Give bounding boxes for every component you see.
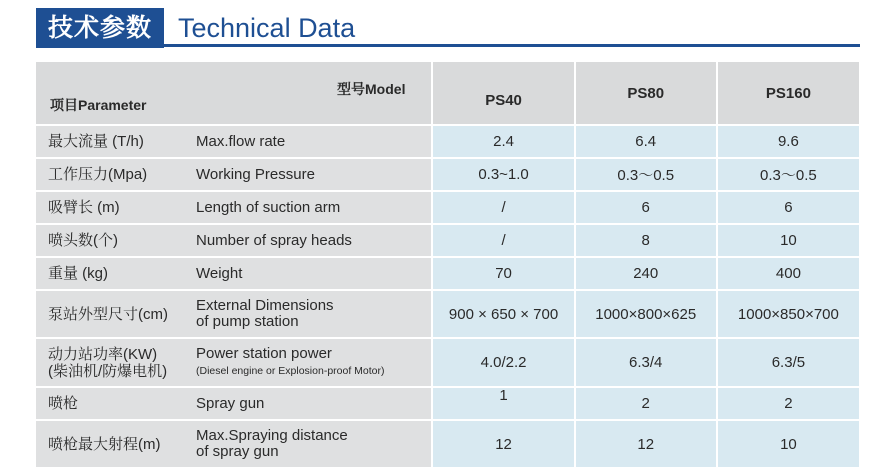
cell-ps80: 6.3/4 (575, 338, 717, 387)
row-label-en: Length of suction arm (196, 198, 341, 216)
table-row (36, 387, 859, 420)
table-row (36, 257, 859, 290)
cell-ps160: 10 (717, 224, 859, 257)
cell-ps80: 1000×800×625 (575, 290, 717, 338)
model-header-ps80: PS80 (575, 62, 717, 125)
row-label-zh: 吸臂长 (m) (48, 199, 120, 216)
row-label-en: Working Pressure (196, 165, 315, 183)
row-label-en: Power station power (196, 345, 332, 362)
row-label-zh-line2: (柴油机/防爆电机) (48, 362, 168, 380)
row-label-en-line2: of pump station (196, 313, 299, 330)
row-label-en-line2: of spray gun (196, 443, 279, 460)
table-row (36, 420, 859, 468)
cell-ps80: 6 (575, 191, 717, 224)
cell-ps160: 2 (717, 387, 859, 420)
row-label-zh: 最大流量 (T/h) (48, 133, 144, 150)
title-zh: 技术参数 (36, 8, 164, 48)
cell-ps160: 400 (717, 257, 859, 290)
cell-ps80: 6.4 (575, 125, 717, 158)
row-label-en: Weight (196, 264, 243, 282)
model-header-ps40: PS40 (432, 62, 574, 125)
row-label-zh: 重量 (kg) (48, 265, 109, 282)
cell-ps160: 6.3/5 (717, 338, 859, 387)
model-label: 型号Model (337, 81, 406, 97)
table-row (36, 338, 859, 387)
row-label-en: Max.flow rate (196, 132, 286, 150)
cell-ps40: 70 (432, 257, 574, 290)
cell-ps40: 1 (499, 387, 508, 404)
row-label-en-note: (Diesel engine or Explosion-proof Motor) (196, 365, 385, 377)
cell-ps160: 1000×850×700 (717, 290, 859, 338)
cell-ps40: / (432, 191, 574, 224)
row-label-zh: 喷头数(个) (48, 232, 118, 249)
table-row (36, 290, 859, 338)
cell-ps80: 0.3～0.5 (575, 158, 717, 191)
technical-data-table (36, 62, 859, 469)
title-en: Technical Data (178, 13, 356, 43)
header-corner-cell (36, 62, 432, 125)
table-row (36, 158, 859, 191)
cell-ps160: 10 (717, 420, 859, 468)
row-label-zh: 动力站功率(KW) (48, 345, 158, 363)
cell-ps40: 2.4 (432, 125, 574, 158)
row-label-en: Max.Spraying distance (196, 427, 348, 444)
title-underline (164, 44, 860, 47)
cell-ps160: 0.3～0.5 (717, 158, 859, 191)
cell-ps160: 9.6 (717, 125, 859, 158)
cell-ps80: 2 (575, 387, 717, 420)
table-row (36, 191, 859, 224)
cell-ps80: 8 (575, 224, 717, 257)
table-header-row (36, 62, 859, 125)
row-label-en: Spray gun (196, 394, 265, 412)
cell-ps160: 6 (717, 191, 859, 224)
row-label-en: External Dimensions (196, 297, 334, 314)
cell-ps80: 12 (575, 420, 717, 468)
row-label-zh: 工作压力(Mpa) (48, 166, 148, 183)
row-label-en: Number of spray heads (196, 231, 352, 249)
cell-ps40: 0.3~1.0 (432, 158, 574, 191)
parameter-label: 项目Parameter (50, 97, 147, 113)
row-label-zh: 喷枪最大射程(m) (48, 435, 161, 453)
table-row (36, 224, 859, 257)
table-row (36, 125, 859, 158)
cell-ps40: 900 × 650 × 700 (432, 290, 574, 338)
row-label-zh: 泵站外型尺寸(cm) (48, 305, 168, 323)
cell-ps40: 12 (432, 420, 574, 468)
model-header-ps160: PS160 (717, 62, 859, 125)
cell-ps40: / (432, 224, 574, 257)
cell-ps80: 240 (575, 257, 717, 290)
row-label-zh: 喷枪 (48, 395, 79, 412)
cell-ps40: 4.0/2.2 (432, 338, 574, 387)
